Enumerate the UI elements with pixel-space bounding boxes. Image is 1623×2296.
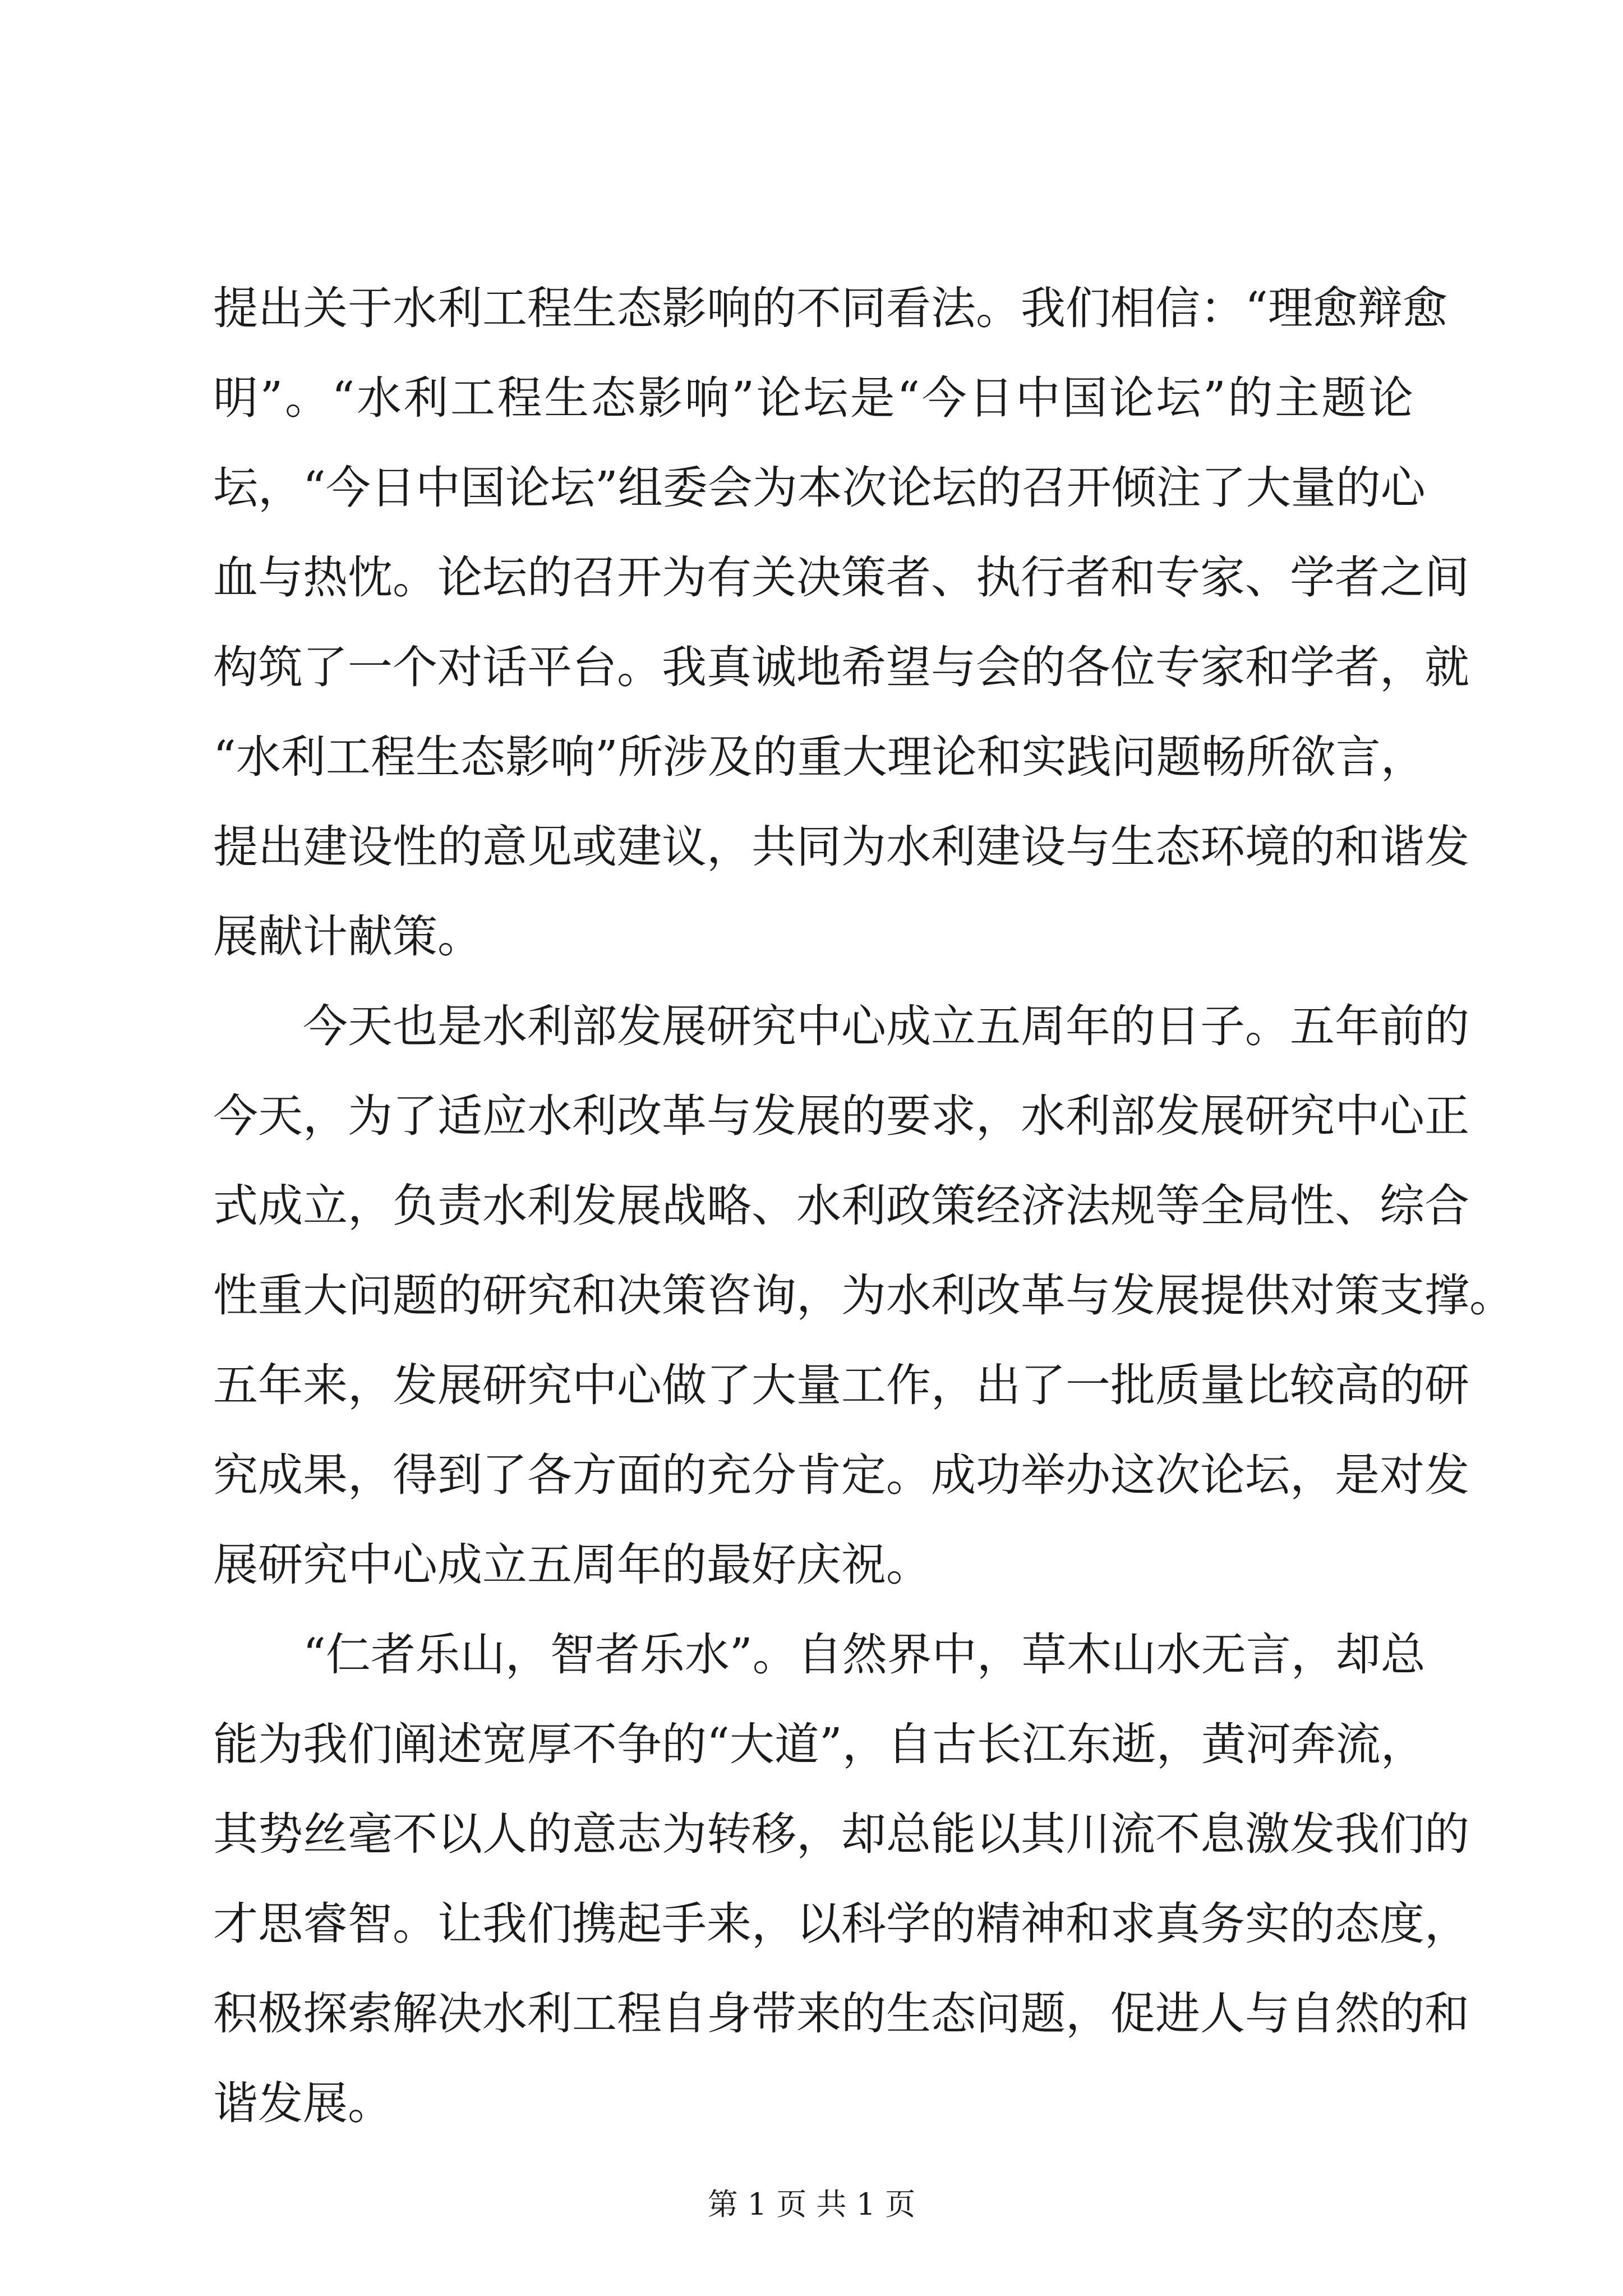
paragraph-2-line-6: 究成果，得到了各方面的充分肯定。成功举办这次论坛，是对发 — [213, 1449, 1469, 1501]
paragraph-2-line-2: 今天，为了适应水利改革与发展的要求，水利部发展研究中心正 — [213, 1090, 1469, 1142]
paragraph-1-line-3: 坛，“今日中国论坛”组委会为本次论坛的召开倾注了大量的心 — [213, 462, 1426, 514]
paragraph-2-line-7: 展研究中心成立五周年的最好庆祝。 — [213, 1539, 931, 1591]
page-number-footer: 第 1 页 共 1 页 — [707, 2187, 916, 2222]
paragraph-1-line-4: 血与热忱。论坛的召开为有关决策者、执行者和专家、学者之间 — [213, 551, 1469, 604]
paragraph-1-line-6: “水利工程生态影响”所涉及的重大理论和实践问题畅所欲言， — [213, 731, 1426, 783]
paragraph-2-line-4: 性重大问题的研究和决策咨询，为水利改革与发展提供对策支撑。 — [213, 1269, 1514, 1322]
paragraph-1-line-7: 提出建设性的意见或建议，共同为水利建设与生态环境的和谐发 — [213, 821, 1469, 873]
paragraph-2-line-1: 今天也是水利部发展研究中心成立五周年的日子。五年前的 — [303, 1000, 1469, 1052]
paragraph-1-line-8: 展献计献策。 — [213, 910, 482, 963]
paragraph-3-line-6: 谐发展。 — [213, 2077, 393, 2129]
paragraph-3-line-2: 能为我们阐述宽厚不争的“大道”，自古长江东逝，黄河奔流， — [213, 1718, 1426, 1770]
paragraph-1-line-2: 明”。“水利工程生态影响”论坛是“今日中国论坛”的主题论 — [213, 372, 1413, 424]
paragraph-2-line-3: 式成立，负责水利发展战略、水利政策经济法规等全局性、综合 — [213, 1180, 1469, 1232]
paragraph-3-line-3: 其势丝毫不以人的意志为转移，却总能以其川流不息激发我们的 — [213, 1808, 1469, 1860]
paragraph-1-line-5: 构筑了一个对话平台。我真诚地希望与会的各位专家和学者，就 — [213, 641, 1469, 693]
paragraph-3-line-1: “仁者乐山，智者乐水”。自然界中，草木山水无言，却总 — [303, 1628, 1426, 1681]
paragraph-2-line-5: 五年来，发展研究中心做了大量工作，出了一批质量比较高的研 — [213, 1359, 1469, 1411]
paragraph-1-line-1: 提出关于水利工程生态影响的不同看法。我们相信：“理愈辩愈 — [213, 282, 1447, 334]
paragraph-3-line-5: 积极探索解决水利工程自身带来的生态问题，促进人与自然的和 — [213, 1987, 1469, 2040]
paragraph-3-line-4: 才思睿智。让我们携起手来，以科学的精神和求真务实的态度， — [213, 1898, 1469, 1950]
